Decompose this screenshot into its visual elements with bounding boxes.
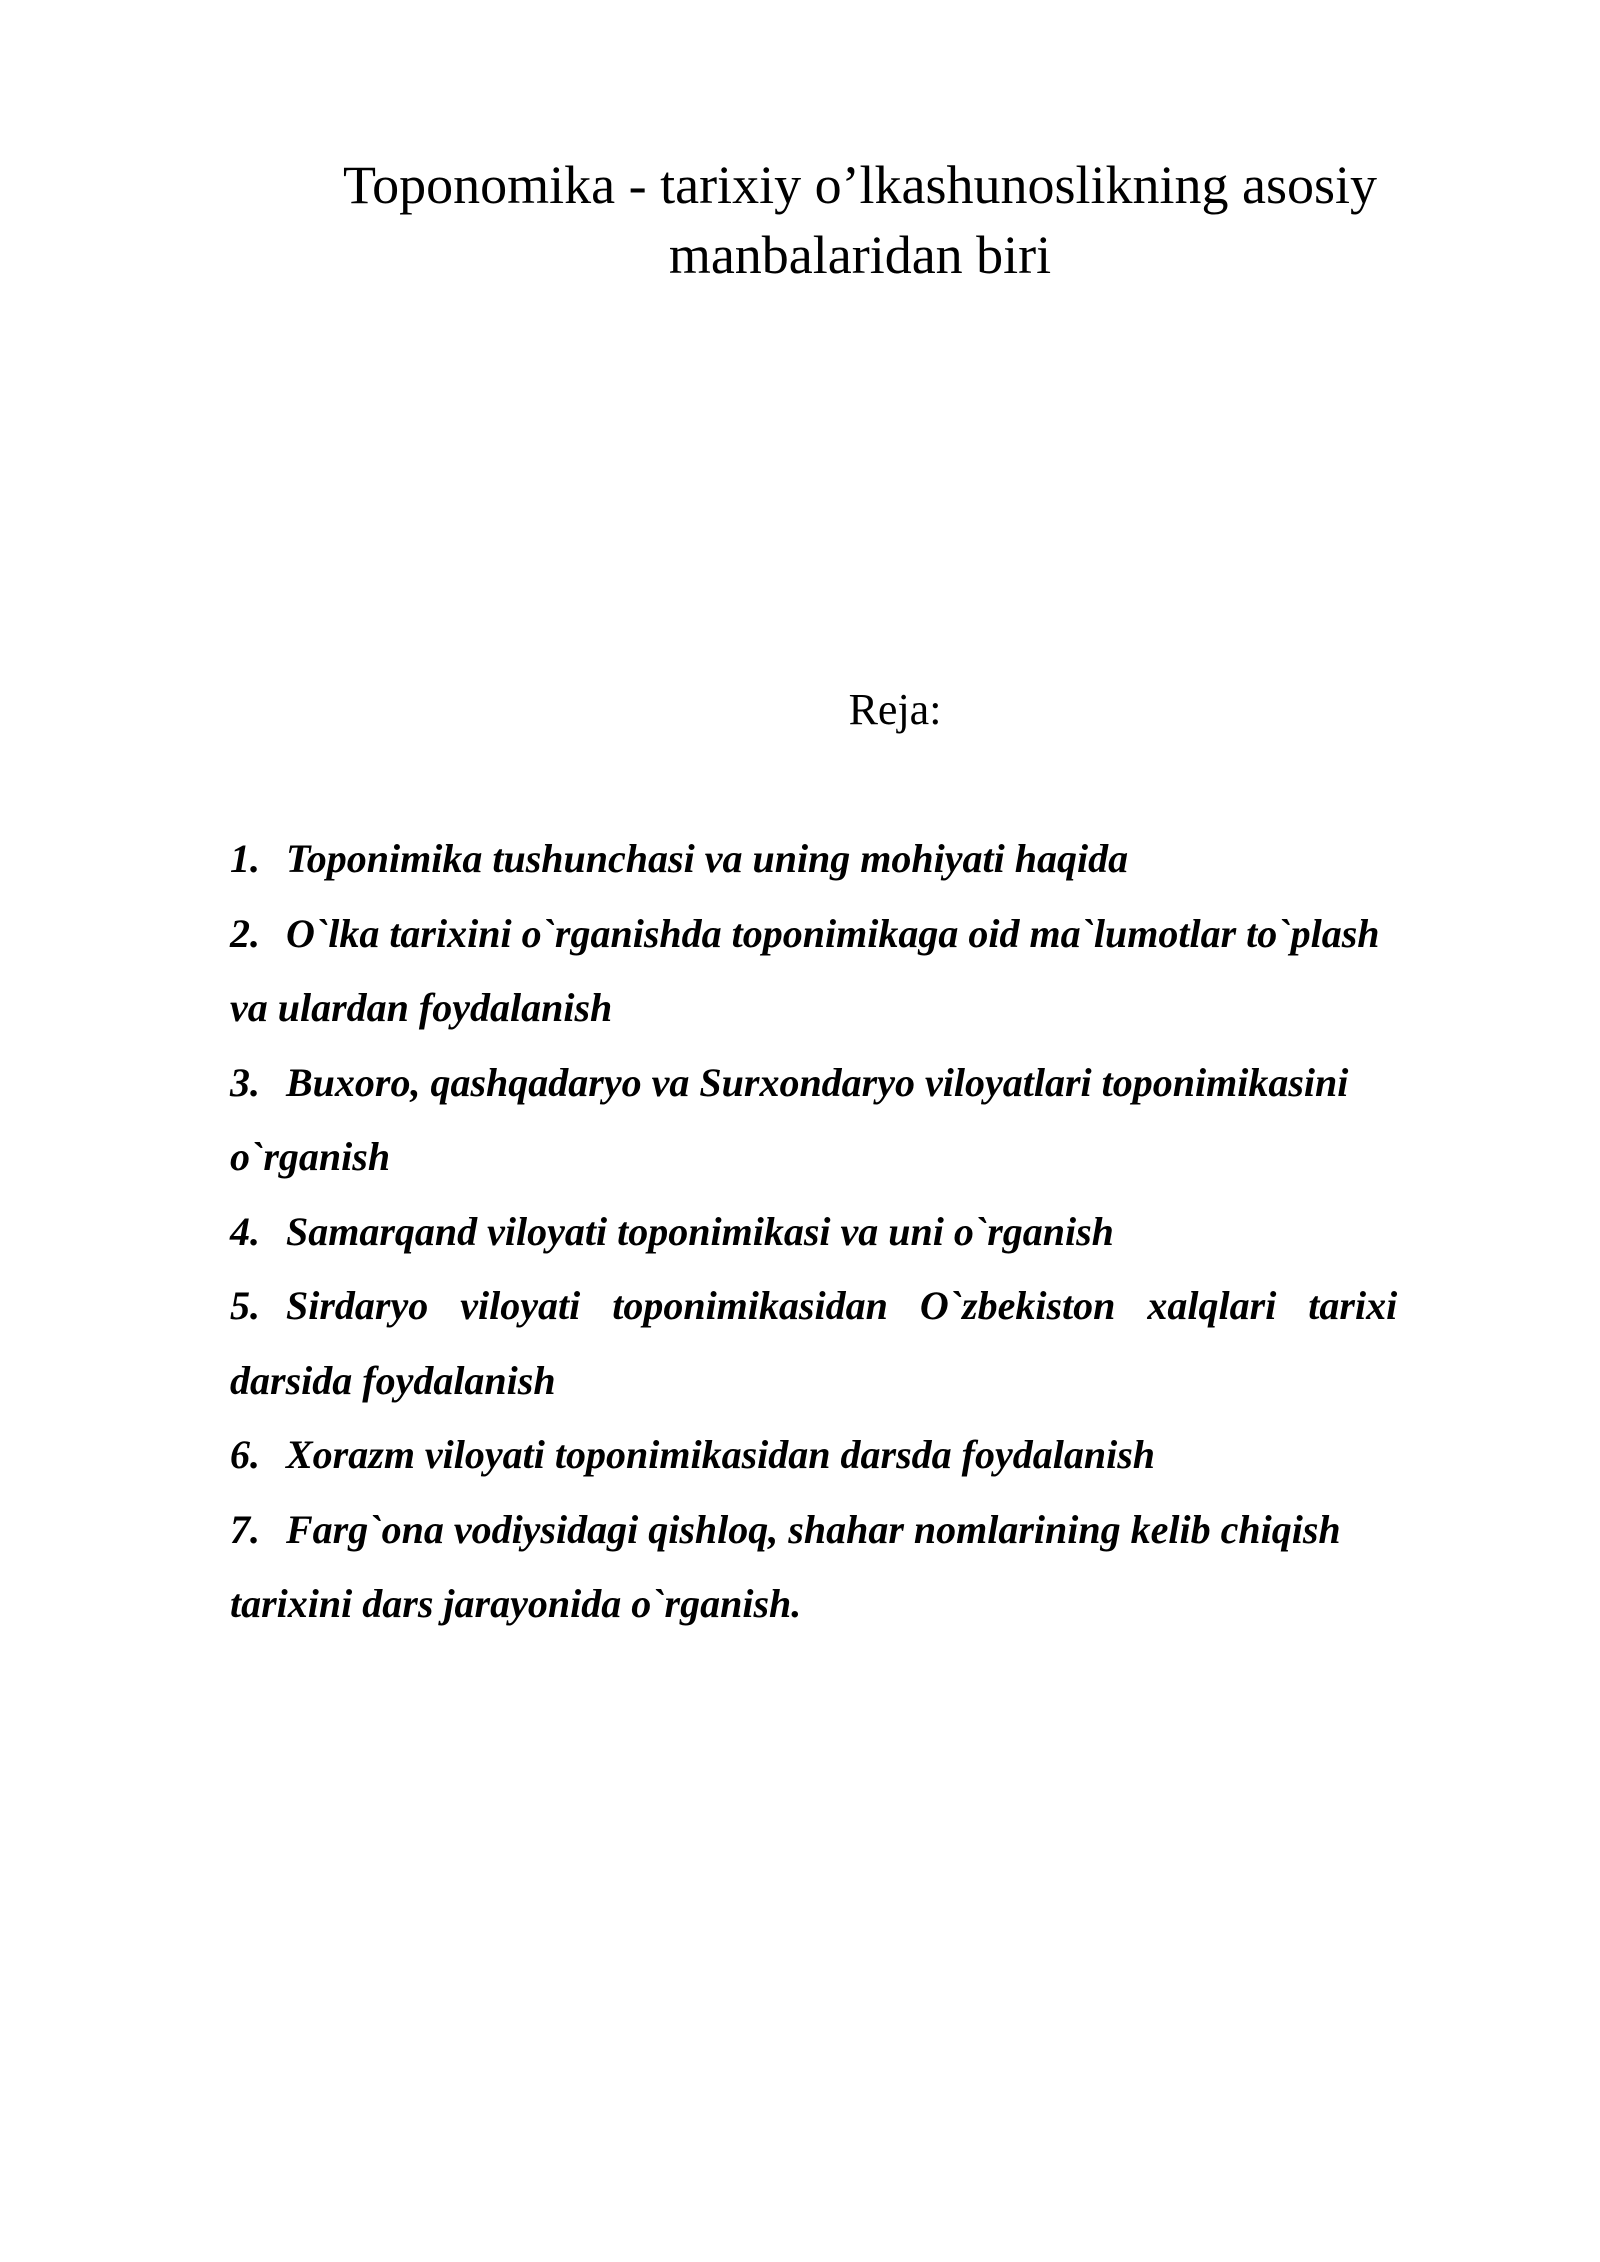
plan-item-text: Buxoro, qashqadaryo va Surxondaryo viloyatlari toponimikasini [286, 1059, 1349, 1105]
document-title-line-1: Toponomika - tarixiy o’lkashunoslikning asosiy [342, 155, 1378, 215]
plan-item-number: 6. [230, 1432, 260, 1477]
plan-item-number: 7. [230, 1506, 260, 1552]
plan-item-text: Samarqand viloyati toponimikasi va uni o`rganish [286, 1208, 1114, 1254]
plan-item-5 [230, 1269, 1480, 1418]
plan-item-number: 3. [230, 1059, 260, 1105]
plan-item-number: 5. [230, 1283, 260, 1328]
plan-item-number: 2. [230, 910, 260, 956]
plan-item-6 [230, 1418, 1480, 1493]
plan-item-text: O`lka tarixini o`rganishda toponimikaga oid ma`lumotlar to`plash [286, 910, 1380, 956]
plan-heading: Reja: [848, 685, 942, 734]
document-title [230, 150, 1490, 290]
plan-item-2 [230, 897, 1480, 1046]
plan-item-text: Farg`ona vodiysidagi qishloq, shahar nomlarining kelib chiqish [286, 1506, 1341, 1552]
plan-item-4 [230, 1195, 1480, 1270]
plan-list [230, 822, 1480, 1642]
plan-item-text-continued: o`rganish [230, 1134, 391, 1179]
plan-item-text-continued: darsida foydalanish [230, 1357, 556, 1403]
document-title-line-2: manbalaridan biri [668, 225, 1052, 285]
plan-item-number: 4. [230, 1208, 260, 1254]
plan-item-text-continued: tarixini dars jarayonida o`rganish. [230, 1581, 802, 1626]
plan-item-1 [230, 822, 1480, 897]
plan-item-7 [230, 1493, 1480, 1642]
plan-item-3 [230, 1046, 1480, 1195]
plan-item-text: Toponimika tushunchasi va uning mohiyati haqida [286, 836, 1129, 881]
plan-item-text: Xorazm viloyati toponimikasidan darsda foydalanish [286, 1432, 1156, 1477]
plan-item-number: 1. [230, 836, 260, 881]
plan-item-text: Sirdaryo viloyati toponimikasidan O`zbekiston xalqlari tarixi [286, 1283, 1398, 1328]
plan-item-text-continued: va ulardan foydalanish [230, 985, 613, 1030]
